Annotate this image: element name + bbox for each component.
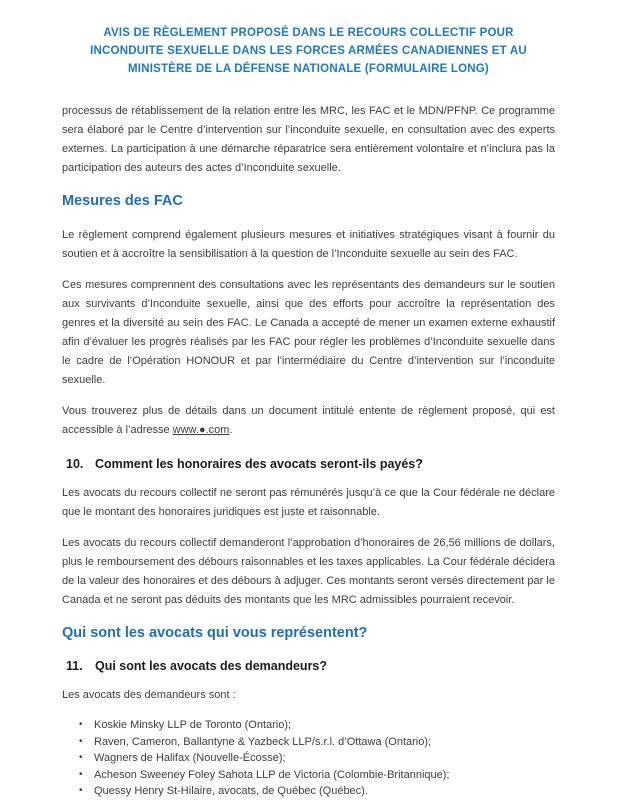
section-heading-mesures-fac: Mesures des FAC: [62, 193, 183, 209]
bullet-icon: •: [79, 719, 83, 730]
question-10-number: 10.: [66, 457, 84, 471]
paragraph-intro: processus de rétablissement de la relation entre les MRC, les FAC et le MDN/PFNP. Ce programme sera élaboré par le Centre d’intervention sur l’inconduite sexuelle, en consultation avec des experts externes. La participation à une démarche réparatrice sera entièrement volontaire et n’inclura pas la participation des auteurs des actes d’Inconduite sexuelle.: [62, 105, 555, 174]
question-11-text: Qui sont les avocats des demandeurs?: [95, 659, 328, 673]
paragraph-fees-1: Les avocats du recours collectif ne seront pas rémunérés jusqu’à ce que la Cour fédérale ne déclare que le montant des honoraires juridiques est juste et raisonnable.: [62, 487, 555, 518]
question-11-number: 11.: [66, 659, 83, 673]
question-10-heading: [62, 456, 555, 472]
lawyer-name: Raven, Cameron, Ballantyne & Yazbeck LLP/s.r.l. d’Ottawa (Ontario);: [94, 735, 432, 748]
list-item: [79, 734, 555, 751]
paragraph-settlement-details: [62, 402, 555, 440]
settlement-details-text: Vous trouverez plus de détails dans un document intitulé entente de règlement proposé, qui est accessible à l’adresse: [62, 405, 555, 436]
question-11-heading: [62, 658, 555, 674]
paragraph-lawyers-lead: Les avocats des demandeurs sont :: [62, 689, 236, 701]
lawyer-list: [62, 717, 555, 800]
lawyer-name: Quessy Henry St-Hilaire, avocats, de Québec (Québec).: [94, 785, 368, 797]
list-item: [79, 750, 555, 767]
list-item: [79, 783, 555, 800]
settlement-details-period: .: [229, 424, 233, 436]
bullet-icon: •: [79, 785, 83, 796]
document-title: AVIS DE RÈGLEMENT PROPOSÉ DANS LE RECOURS COLLECTIF POUR INCONDUITE SEXUELLE DANS LES FORCES ARMÉES CANADIENNES ET AU MINISTÈRE DE LA DÉFENSE NATIONALE (FORMULAIRE LONG): [90, 27, 527, 75]
paragraph-fees-2: Les avocats du recours collectif demanderont l’approbation d’honoraires de 26,56 millions de dollars, plus le remboursement des débours raisonnables et les taxes applicables. La Cour fédérale décidera de la valeur des honoraires et des débours à adjuger. Ces montants seront versés directement par le Canada et ne seront pas déduits des montants que les MRC admissibles pourraient recevoir.: [62, 537, 555, 606]
list-item: [79, 767, 555, 784]
question-10-text: Comment les honoraires des avocats seront-ils payés?: [95, 457, 423, 471]
section-heading-avocats: Qui sont les avocats qui vous représentent?: [62, 625, 368, 641]
lawyer-name: Koskie Minsky LLP de Toronto (Ontario);: [94, 719, 292, 731]
bullet-icon: •: [79, 735, 83, 747]
paragraph-mesures-2: Ces mesures comprennent des consultations avec les représentants des demandeurs sur le soutien aux survivants d’Inconduite sexuelle, ainsi que des efforts pour accroître la représentation des genres et la diversité au sein des FAC. Le Canada a accepté de mener un examen externe exhaustif afin d’évaluer les progrès réalisés par les FAC pour régler les problèmes d’Inconduite sexuelle dans le cadre de l’Opération HONOUR et par l’intermédiaire du Centre d’intervention sur l’inconduite sexuelle.: [62, 279, 555, 386]
bullet-icon: •: [79, 752, 83, 763]
list-item: [79, 717, 555, 734]
settlement-agreement-link[interactable]: www.●.com: [172, 424, 230, 436]
lawyer-name: Wagners de Halifax (Nouvelle-Écosse);: [94, 752, 286, 764]
lawyer-name: Acheson Sweeney Foley Sahota LLP de Victoria (Colombie-Britannique);: [94, 768, 450, 781]
paragraph-mesures-1: Le règlement comprend également plusieurs mesures et initiatives stratégiques visant à fournir du soutien et à accroître la sensibilisation à la question de l’Inconduite sexuelle au sein des FAC.: [62, 229, 555, 260]
bullet-icon: •: [79, 768, 83, 780]
